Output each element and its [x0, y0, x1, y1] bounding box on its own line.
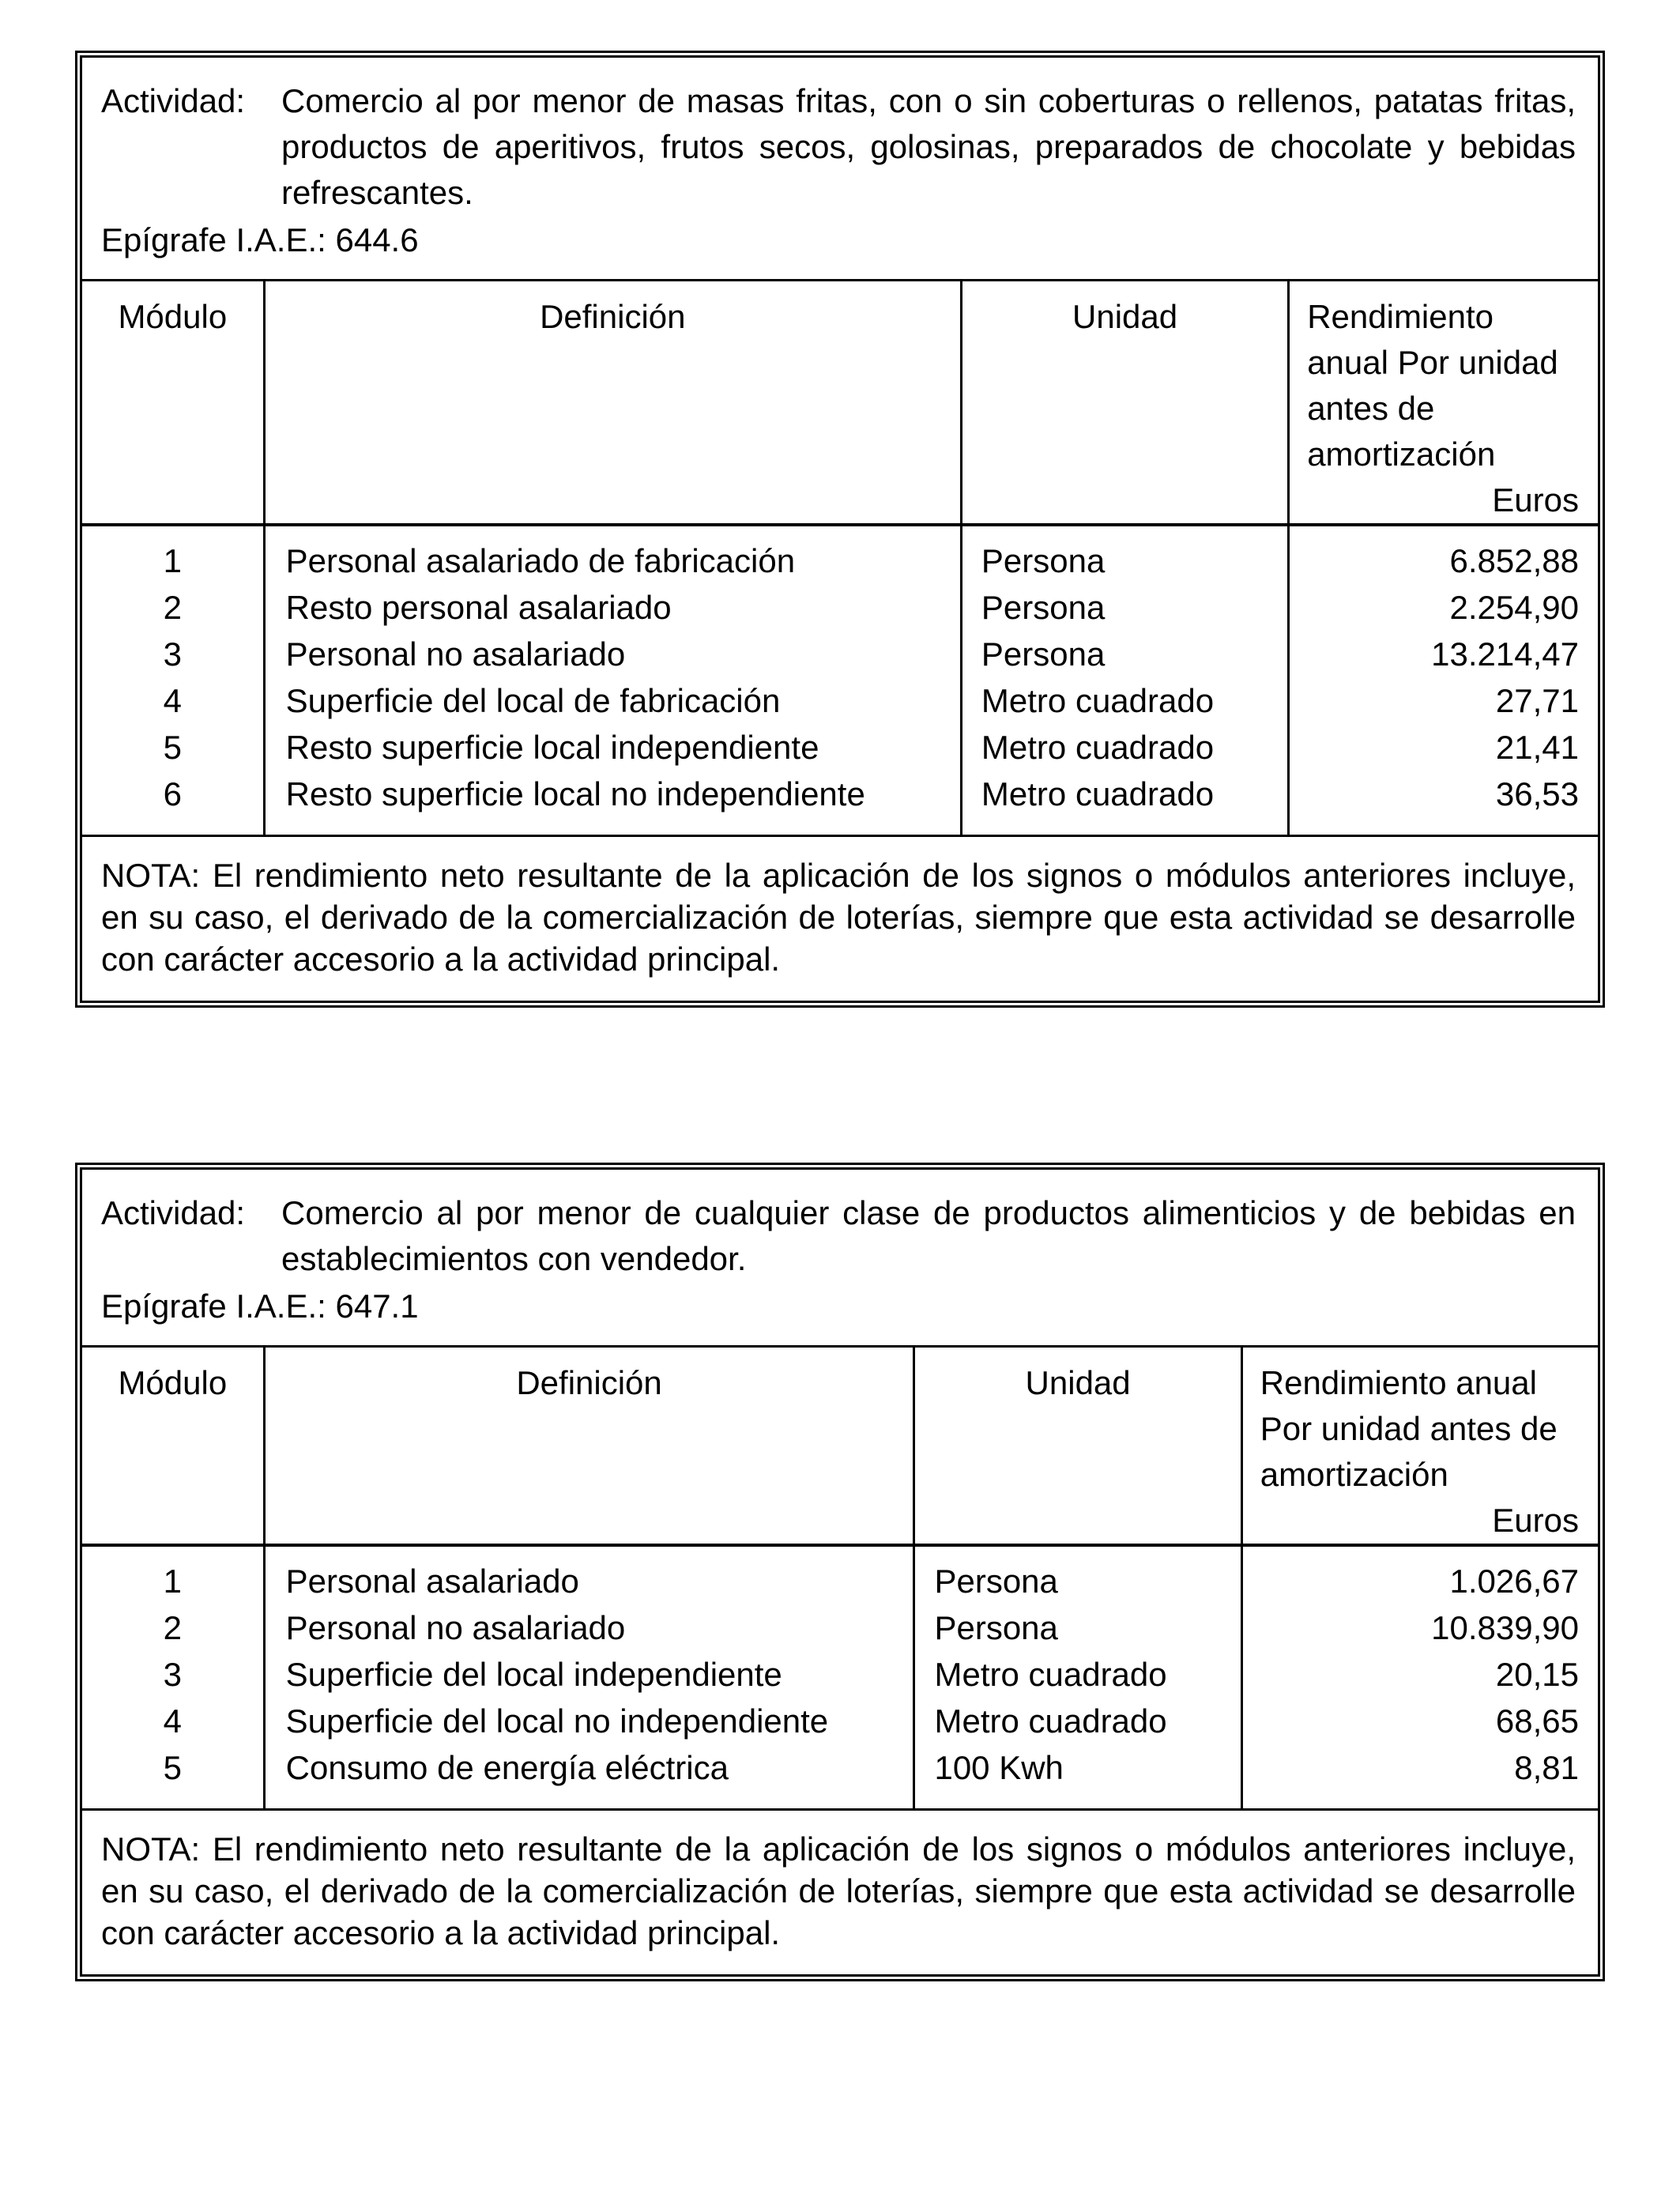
rendimiento-value: 6.852,88 [1449, 542, 1579, 579]
modulo-number: 2 [163, 1609, 182, 1646]
definicion-cell [264, 525, 961, 836]
modules-table [82, 1345, 1598, 1811]
definicion-item: Superficie del local no independiente [285, 1702, 829, 1740]
unidad-item: 100 Kwh [934, 1749, 1064, 1786]
modulo-number: 1 [163, 1563, 182, 1600]
col-header-rendimiento [1241, 1347, 1598, 1546]
euros-label: Euros [1492, 1502, 1579, 1539]
modulo-number: 1 [163, 542, 182, 579]
rendimiento-value: 68,65 [1495, 1702, 1579, 1740]
unidad-cell [961, 525, 1288, 836]
euros-label: Euros [1492, 481, 1579, 518]
modules-table [82, 279, 1598, 837]
table-header-row [82, 1347, 1598, 1546]
definicion-item: Superficie del local independiente [285, 1656, 782, 1693]
rendimiento-value: 1.026,67 [1449, 1563, 1579, 1600]
rendimiento-value: 13.214,47 [1431, 635, 1579, 673]
definicion-item: Superficie del local de fabricación [285, 682, 781, 719]
col-header-rendimiento [1289, 281, 1598, 526]
modulo-number: 4 [163, 1702, 182, 1740]
col-header-definicion: Definición [264, 281, 961, 526]
activity-label: Actividad: [101, 82, 246, 119]
activity-description: Comercio al por menor de cualquier clase de productos alimenticios y de bebidas en establecimientos con vendedor. [281, 1194, 1576, 1277]
epigrafe-line: Epígrafe I.A.E.: 644.6 [101, 221, 419, 258]
rendimiento-value: 2.254,90 [1449, 589, 1579, 626]
modulo-number: 5 [163, 1749, 182, 1786]
unidad-item: Persona [934, 1609, 1058, 1646]
definicion-item: Resto personal asalariado [285, 589, 672, 626]
table-header-row [82, 281, 1598, 526]
rendimiento-value: 36,53 [1495, 775, 1579, 812]
definicion-item: Consumo de energía eléctrica [285, 1749, 729, 1786]
col-header-modulo: Módulo [118, 298, 228, 335]
unidad-item: Persona [981, 589, 1106, 626]
rendimiento-value: 10.839,90 [1431, 1609, 1579, 1646]
rendimiento-value: 20,15 [1495, 1656, 1579, 1693]
unidad-cell [914, 1545, 1241, 1810]
table-data-rows [82, 1545, 1598, 1810]
rendimiento-value: 27,71 [1495, 682, 1579, 719]
modulo-cell [82, 525, 264, 836]
col-header-modulo: Módulo [118, 1364, 228, 1401]
modulo-number: 5 [163, 729, 182, 766]
unidad-item: Metro cuadrado [981, 729, 1215, 766]
rendimiento-header-text: Rendimiento anual Por unidad antes de amortización [1260, 1364, 1558, 1493]
epigrafe-line: Epígrafe I.A.E.: 647.1 [101, 1287, 419, 1325]
activity-header [82, 58, 1598, 216]
modulo-number: 4 [163, 682, 182, 719]
activity-box-647-1 [75, 1163, 1605, 1981]
rendimiento-cell [1241, 1545, 1598, 1810]
nota-text: NOTA: El rendimiento neto resultante de la aplicación de los signos o módulos anteriores incluye, en su caso, el derivado de la comercialización de loterías, siempre que esta actividad se desarrolle con carácter accesorio a la actividad principal. [101, 857, 1576, 978]
definicion-item: Resto superficie local no independiente [285, 775, 865, 812]
unidad-item: Metro cuadrado [934, 1656, 1167, 1693]
modulo-number: 3 [163, 635, 182, 673]
modulo-number: 2 [163, 589, 182, 626]
unidad-item: Metro cuadrado [981, 775, 1215, 812]
activity-label: Actividad: [101, 1194, 246, 1231]
definicion-cell [264, 1545, 914, 1810]
definicion-item: Personal no asalariado [285, 635, 626, 673]
col-header-definicion: Definición [264, 1347, 914, 1546]
activity-box-644-6 [75, 51, 1605, 1008]
col-header-unidad: Unidad [961, 281, 1288, 526]
modulo-cell [82, 1545, 264, 1810]
modulo-number: 6 [163, 775, 182, 812]
unidad-item: Persona [981, 635, 1106, 673]
unidad-item: Metro cuadrado [981, 682, 1215, 719]
activity-header [82, 1170, 1598, 1282]
rendimiento-cell [1289, 525, 1598, 836]
modulo-number: 3 [163, 1656, 182, 1693]
unidad-item: Persona [934, 1563, 1058, 1600]
col-header-unidad: Unidad [914, 1347, 1241, 1546]
definicion-item: Personal asalariado de fabricación [285, 542, 796, 579]
activity-description: Comercio al por menor de masas fritas, con o sin coberturas o rellenos, patatas fritas, productos de aperitivos, frutos secos, golosinas, preparados de chocolate y bebidas refrescantes. [281, 82, 1576, 211]
definicion-item: Personal asalariado [285, 1563, 579, 1600]
rendimiento-value: 8,81 [1514, 1749, 1579, 1786]
table-data-rows [82, 525, 1598, 836]
nota-text: NOTA: El rendimiento neto resultante de la aplicación de los signos o módulos anteriores incluye, en su caso, el derivado de la comercialización de loterías, siempre que esta actividad se desarrolle con carácter accesorio a la actividad principal. [101, 1830, 1576, 1951]
rendimiento-value: 21,41 [1495, 729, 1579, 766]
unidad-item: Persona [981, 542, 1106, 579]
rendimiento-header-text: Rendimiento anual Por unidad antes de amortización [1307, 298, 1558, 473]
definicion-item: Personal no asalariado [285, 1609, 626, 1646]
definicion-item: Resto superficie local independiente [285, 729, 819, 766]
unidad-item: Metro cuadrado [934, 1702, 1167, 1740]
